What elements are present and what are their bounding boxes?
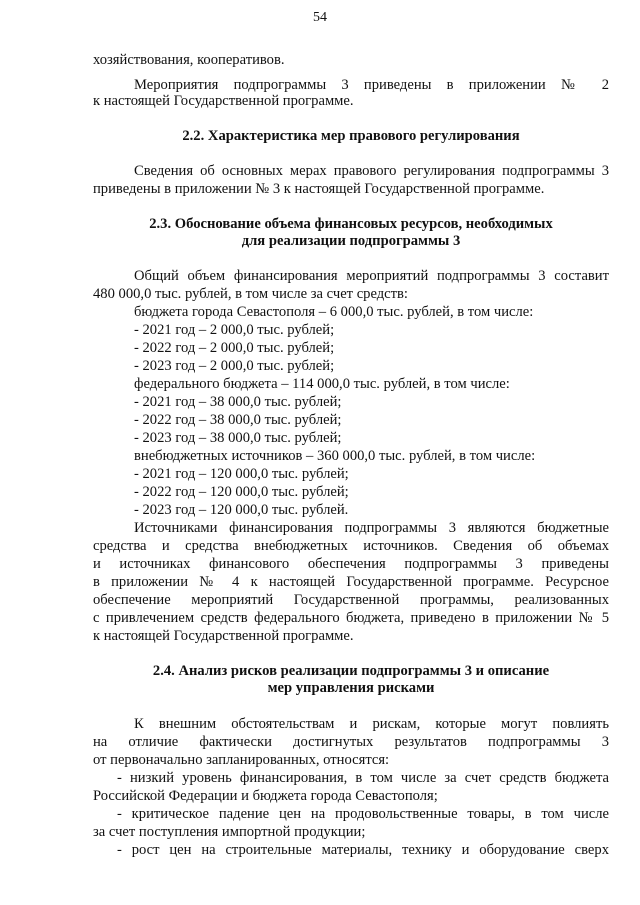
section-2-3-line-20: с привлечением средств федерального бюджета, приведено в приложении № 5: [93, 610, 609, 626]
section-2-3-line-12: - 2021 год – 120 000,0 тыс. рублей;: [134, 466, 349, 482]
section-2-3-line-8: - 2021 год – 38 000,0 тыс. рублей;: [134, 394, 342, 410]
section-2-4-line-6: - критическое падение цен на продовольственные товары, в том числе: [117, 806, 609, 822]
section-2-2-title: 2.2. Характеристика мер правового регулирования: [182, 128, 520, 144]
section-2-3-title-line-1: 2.3. Обоснование объема финансовых ресурсов, необходимых: [149, 216, 553, 232]
section-2-3-line-16: средства и средства внебюджетных источников. Сведения об объемах: [93, 538, 609, 554]
section-2-3-line-14: - 2023 год – 120 000,0 тыс. рублей.: [134, 502, 349, 518]
section-2-3-line-11: внебюджетных источников – 360 000,0 тыс. рублей, в том числе:: [134, 448, 536, 464]
section-2-3-line-2: 480 000,0 тыс. рублей, в том числе за счет средств:: [93, 286, 408, 302]
section-2-3-line-1: Общий объем финансирования мероприятий подпрограммы 3 составит: [134, 268, 609, 284]
section-2-4-line-2: на отличие фактически достигнутых результатов подпрограммы 3: [93, 734, 609, 750]
section-2-3-title-line-2: для реализации подпрограммы 3: [241, 233, 461, 249]
section-2-4-line-1: К внешним обстоятельствам и рискам, которые могут повлиять: [134, 716, 609, 732]
page-number: 54: [313, 10, 327, 25]
section-2-3-line-3: бюджета города Севастополя – 6 000,0 тыс. рублей, в том числе:: [134, 304, 534, 320]
section-2-3-line-9: - 2022 год – 38 000,0 тыс. рублей;: [134, 412, 342, 428]
section-2-3-line-7: федерального бюджета – 114 000,0 тыс. рублей, в том числе:: [134, 376, 510, 392]
section-2-3-line-5: - 2022 год – 2 000,0 тыс. рублей;: [134, 340, 335, 356]
section-2-4-line-7: за счет поступления импортной продукции;: [93, 824, 366, 840]
section-2-3-line-18: в приложении № 4 к настоящей Государственной программе. Ресурсное: [93, 574, 609, 590]
section-2-3-line-6: - 2023 год – 2 000,0 тыс. рублей;: [134, 358, 335, 374]
section-2-3-line-4: - 2021 год – 2 000,0 тыс. рублей;: [134, 322, 335, 338]
section-2-4-line-8: - рост цен на строительные материалы, технику и оборудование сверх: [117, 842, 609, 858]
intro-line-3: к настоящей Государственной программе.: [93, 93, 354, 109]
intro-line-2: Мероприятия подпрограммы 3 приведены в приложении № 2: [134, 77, 609, 93]
section-2-2-line-1: Сведения об основных мерах правового регулирования подпрограммы 3: [134, 163, 609, 179]
section-2-4-line-5: Российской Федерации и бюджета города Севастополя;: [93, 788, 438, 804]
section-2-3-line-17: и источниках финансового обеспечения подпрограммы 3 приведены: [93, 556, 609, 572]
section-2-3-line-15: Источниками финансирования подпрограммы 3 являются бюджетные: [134, 520, 609, 536]
section-2-2-line-2: приведены в приложении № 3 к настоящей Государственной программе.: [93, 181, 545, 197]
section-2-3-line-21: к настоящей Государственной программе.: [93, 628, 354, 644]
section-2-3-line-13: - 2022 год – 120 000,0 тыс. рублей;: [134, 484, 349, 500]
section-2-4-title-line-2: мер управления рисками: [267, 680, 435, 696]
intro-line-1: хозяйствования, кооперативов.: [93, 52, 285, 68]
section-2-4-line-4: - низкий уровень финансирования, в том числе за счет средств бюджета: [117, 770, 609, 786]
section-2-3-line-10: - 2023 год – 38 000,0 тыс. рублей;: [134, 430, 342, 446]
section-2-3-line-19: обеспечение мероприятий Государственной программы, реализованных: [93, 592, 609, 608]
section-2-4-line-3: от первоначально запланированных, относятся:: [93, 752, 390, 768]
section-2-4-title-line-1: 2.4. Анализ рисков реализации подпрограммы 3 и описание: [152, 663, 550, 679]
